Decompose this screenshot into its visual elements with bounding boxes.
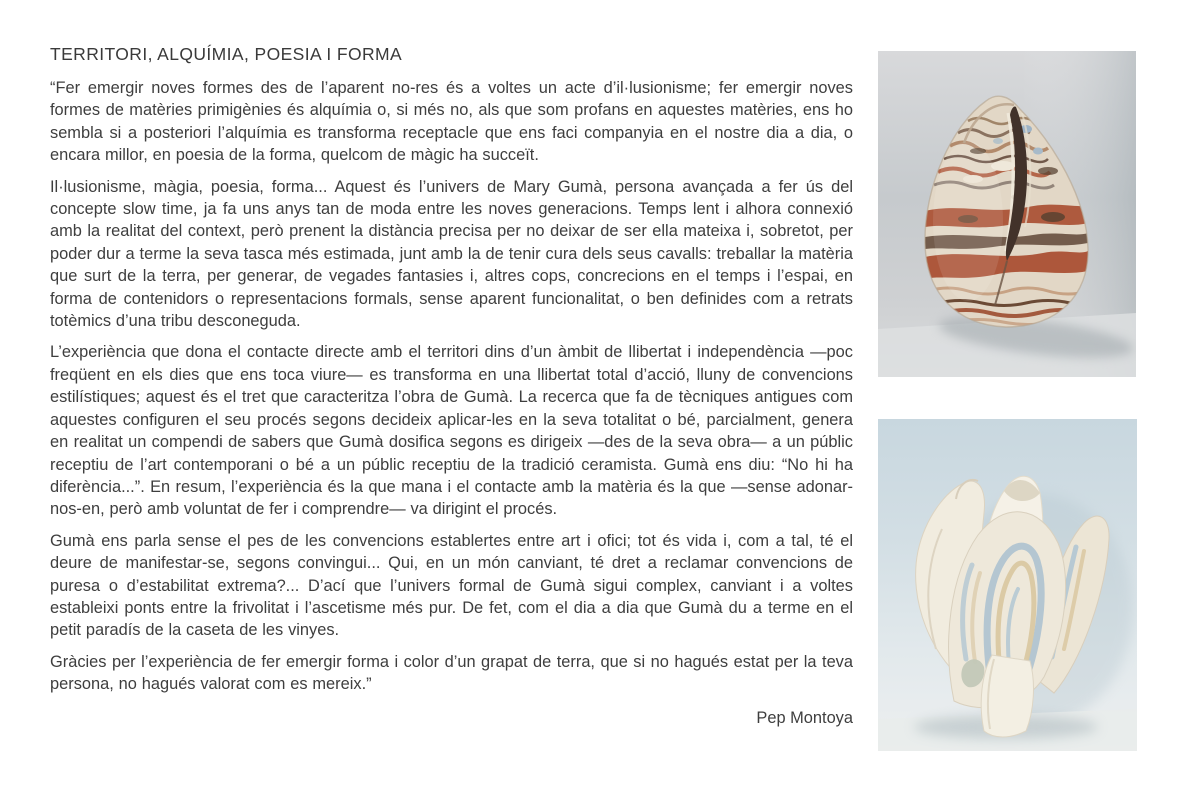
page-title: TERRITORI, ALQUÍMIA, POESIA I FORMA	[50, 44, 403, 64]
folded-sculpture-illustration	[878, 419, 1137, 751]
paragraph-5: Gràcies per l’experiència de fer emergir forma i color d’un grapat de terra, que si no hagués estat per la teva persona, no hagués valorat com es mereix.”	[50, 652, 853, 694]
marbled-vessel-illustration	[878, 51, 1136, 377]
paragraph-1: “Fer emergir noves formes des de l’aparent no-res és a voltes un acte d’il·lusionisme; fer emergir noves formes de matèries primigènies és alquímia o, si més no, als que som profans en aquestes matèries, ens ho sembla si a posteriori l’alquímia es transforma receptacle que ens faci companyia en el nostre dia a dia, o encara millor, en poesia de la forma, quelcom de màgic ha succeït.	[50, 79, 853, 165]
paragraph-2: Il·lusionisme, màgia, poesia, forma... Aquest és l’univers de Mary Gumà, persona avançada a fer ús del concepte slow time, ja fa uns anys tan de moda entre les noves generacions. Temps lent i alhora connexió amb la realitat del context, però prenent la distància precisa per no deixar de ser ella mateixa i, sobretot, per poder dur a terme la seva tasca més estimada, junt amb la de tenir cura dels seus cavalls: treballar la matèria que surt de la terra, per generar, de vegades fantasies i, altres cops, concrecions en el temps i l’espai, en forma de contenidors o representacions formals, sense aparent funcionalitat, o ben definides com a retrats totèmics d’una tribu desconeguda.	[50, 177, 853, 331]
paragraph-3: L’experiència que dona el contacte directe amb el territori dins d’un àmbit de llibertat i independència —poc freqüent en els dies que ens toca viure— es transforma en una llibertat total d’acció, lluny de convencions estilístiques; aquest és el tret que caracteritza l’obra de Gumà. La recerca que fa de tècniques antigues com aquestes configuren el seu procés segons decideix aplicar-les en la seva totalitat o bé, parcialment, genera en realitat un compendi de sabers que Gumà dosifica segons es dirigeix —des de la seva obra— a un públic receptiu de l’art contemporani o bé a un públic receptiu de la tradició ceramista. Gumà ens diu: “No hi ha diferència...”. En resum, l’experiència és la que mana i el contacte amb la matèria és la que —sense adonar-nos-en, però amb voluntat de fer i comprendre— va dirigint el procés.	[50, 343, 853, 519]
artwork-photo-marbled-vessel	[878, 51, 1136, 377]
paragraph-4: Gumà ens parla sense el pes de les convencions establertes entre art i ofici; tot és vida i, com a tal, té el deure de manifestar-se, segons convingui... Qui, en un món canviant, té dret a reclamar convencions de puresa o d’estabilitat extrema?... D’ací que l’univers formal de Gumà sigui complex, canviant i a voltes estableixi ponts entre la frivolitat i l’ascetisme més pur. De fet, com el dia a dia que Gumà du a terme en el petit paradís de la caseta de les vinyes.	[50, 531, 853, 640]
author-signature: Pep Montoya	[756, 708, 853, 727]
artwork-photo-white-sculpture	[878, 419, 1137, 751]
article-text-column	[50, 44, 853, 728]
